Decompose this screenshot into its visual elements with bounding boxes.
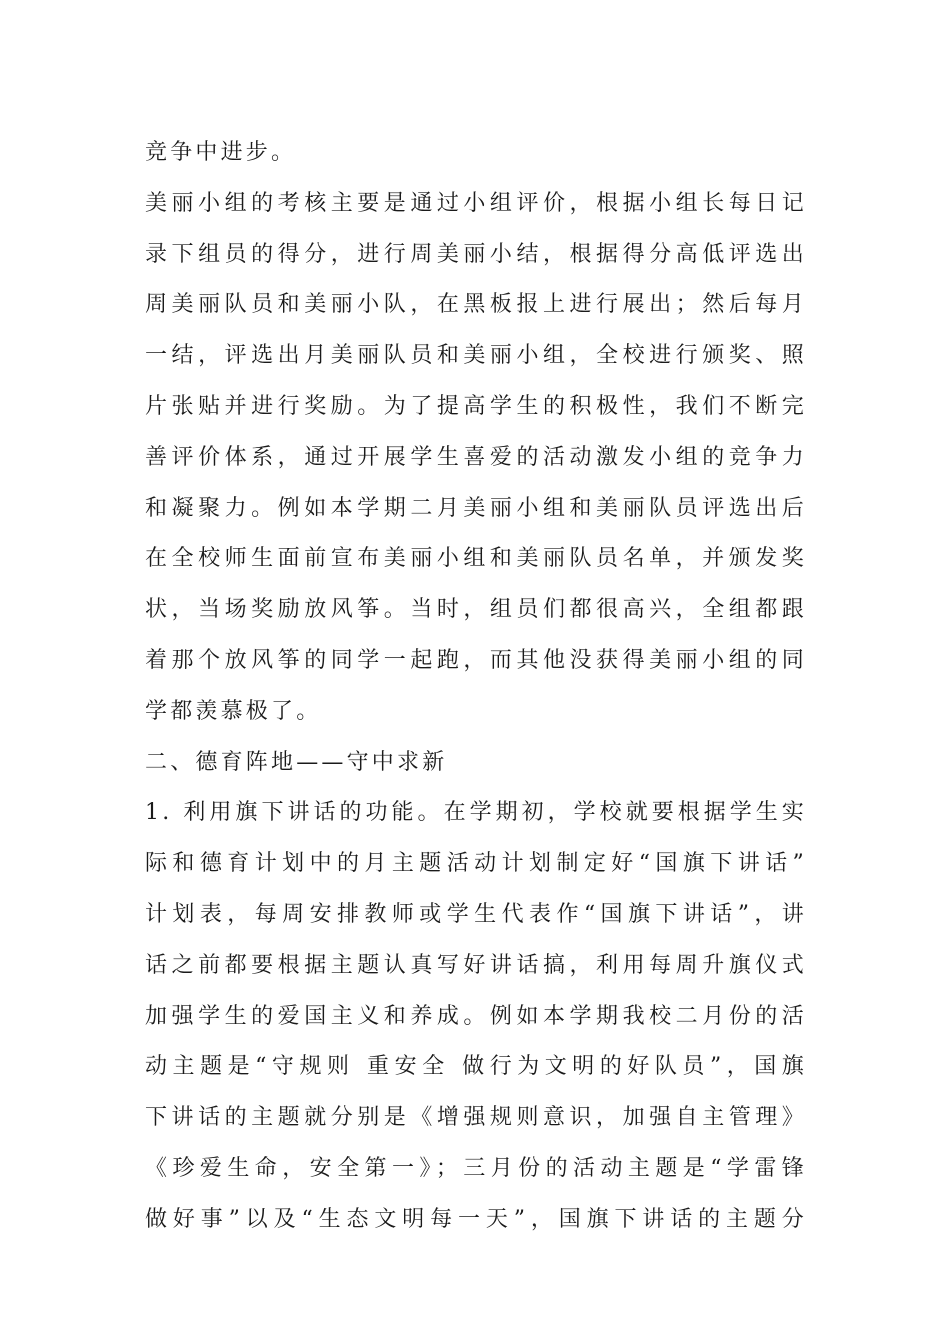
text-line: 和凝聚力。例如本学期二月美丽小组和美丽队员评选出后 bbox=[145, 495, 807, 521]
text-line: 学都羡慕极了。 bbox=[145, 698, 322, 724]
text-line: 《珍爱生命，安全第一》；三月份的活动主题是“学雷锋 bbox=[145, 1155, 807, 1181]
document-body bbox=[145, 128, 810, 1246]
text-line: 动主题是“守规则 重安全 做行为文明的好队员”，国旗 bbox=[145, 1054, 807, 1080]
text-line: 加强学生的爱国主义和养成。例如本学期我校二月份的活 bbox=[145, 1003, 807, 1029]
text-line: 片张贴并进行奖励。为了提高学生的积极性，我们不断完 bbox=[145, 393, 807, 419]
text-line: 做好事”以及“生态文明每一天”，国旗下讲话的主题分 bbox=[145, 1206, 807, 1232]
text-line: 际和德育计划中的月主题活动计划制定好“国旗下讲话” bbox=[145, 851, 807, 877]
text-line: 录下组员的得分，进行周美丽小结，根据得分高低评选出 bbox=[145, 241, 807, 267]
text-line: 善评价体系，通过开展学生喜爱的活动激发小组的竞争力 bbox=[145, 444, 807, 470]
text-line: 竞争中进步。 bbox=[145, 140, 297, 165]
text-line: 周美丽队员和美丽小队，在黑板报上进行展出；然后每月 bbox=[145, 292, 807, 318]
section-heading: 二、德育阵地——守中求新 bbox=[145, 749, 448, 775]
text-line: 下讲话的主题就分别是《增强规则意识，加强自主管理》 bbox=[145, 1105, 807, 1131]
text-line: 状，当场奖励放风筝。当时，组员们都很高兴，全组都跟 bbox=[145, 597, 807, 623]
text-line: 在全校师生面前宣布美丽小组和美丽队员名单，并颁发奖 bbox=[145, 546, 807, 572]
text-line: 一结，评选出月美丽队员和美丽小组，全校进行颁奖、照 bbox=[145, 343, 807, 369]
text-line: 计划表，每周安排教师或学生代表作“国旗下讲话”，讲 bbox=[145, 901, 807, 927]
text-line: 1. 利用旗下讲话的功能。在学期初，学校就要根据学生实 bbox=[145, 800, 807, 826]
text-line: 美丽小组的考核主要是通过小组评价，根据小组长每日记 bbox=[145, 190, 807, 216]
text-line: 话之前都要根据主题认真写好讲话搞，利用每周升旗仪式 bbox=[145, 952, 807, 978]
text-line: 着那个放风筝的同学一起跑，而其他没获得美丽小组的同 bbox=[145, 647, 807, 673]
